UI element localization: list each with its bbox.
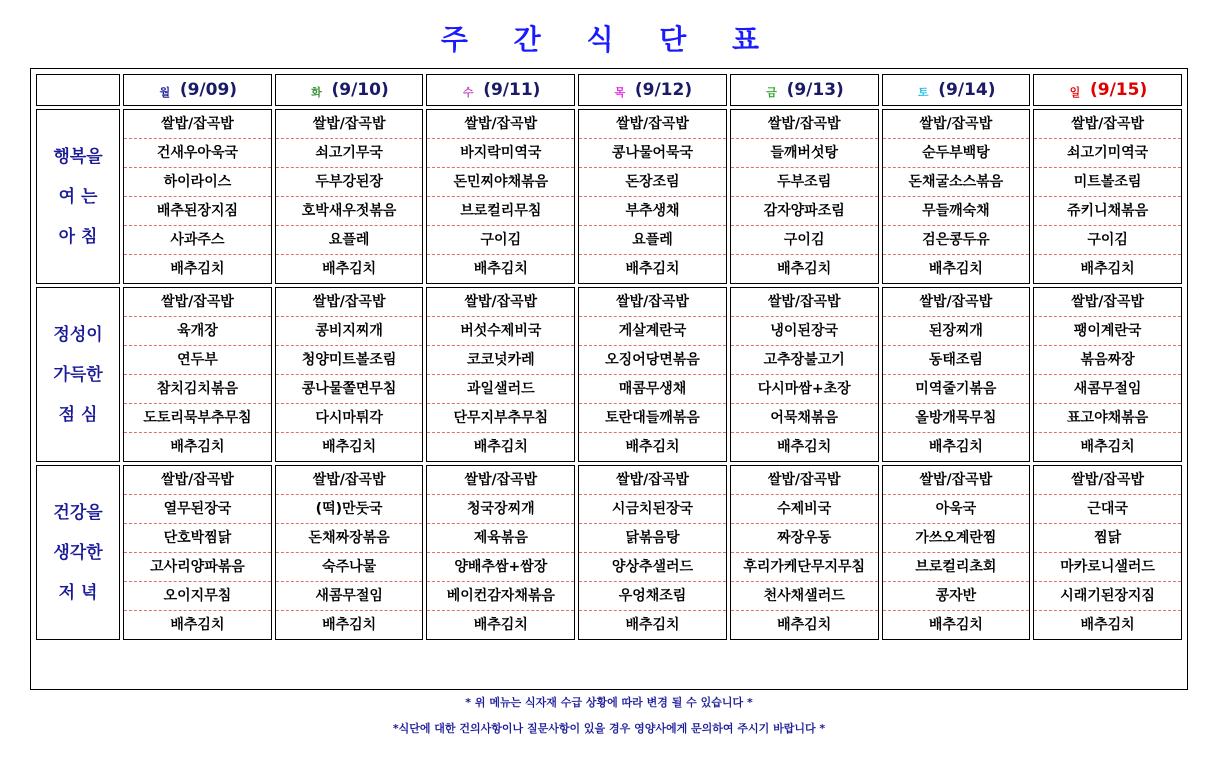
menu-item: 구이김 bbox=[1034, 226, 1181, 255]
meal-label-line: 행복을 bbox=[53, 146, 103, 167]
menu-item: 감자양파조림 bbox=[731, 197, 878, 226]
menu-item: 닭볶음탕 bbox=[579, 524, 726, 553]
menu-list bbox=[124, 466, 271, 639]
menu-item: 양상추샐러드 bbox=[579, 553, 726, 582]
tue-icon: 화 bbox=[311, 86, 322, 99]
menu-item: 쌀밥/잡곡밥 bbox=[579, 110, 726, 139]
menu-list bbox=[427, 110, 574, 283]
menu-item: 올방개묵무침 bbox=[883, 404, 1030, 433]
menu-cell bbox=[426, 287, 575, 462]
wed-icon: 수 bbox=[462, 86, 474, 99]
menu-cell bbox=[730, 287, 879, 462]
menu-list bbox=[124, 288, 271, 461]
menu-item: 후리가케단무지무침 bbox=[731, 553, 878, 582]
day-header-mon bbox=[123, 74, 272, 106]
meal-label-line: 건강을 bbox=[53, 502, 103, 523]
menu-list bbox=[427, 466, 574, 639]
menu-item: 구이김 bbox=[731, 226, 878, 255]
menu-item: 과일샐러드 bbox=[427, 375, 574, 404]
menu-item: 배추김치 bbox=[473, 617, 528, 633]
menu-item: 배추김치 bbox=[625, 261, 680, 277]
meal-label bbox=[36, 287, 120, 462]
fri-icon: 금 bbox=[766, 86, 777, 99]
menu-item: 오징어당면볶음 bbox=[579, 346, 726, 375]
menu-item: (떡)만둣국 bbox=[276, 495, 423, 524]
menu-cell bbox=[882, 287, 1031, 462]
menu-item: 쌀밥/잡곡밥 bbox=[579, 466, 726, 495]
sat-icon: 토 bbox=[917, 86, 929, 99]
menu-list bbox=[883, 288, 1030, 461]
menu-item: 미역줄기볶음 bbox=[883, 375, 1030, 404]
menu-list bbox=[276, 288, 423, 461]
day-label: (9/10) bbox=[331, 80, 389, 100]
menu-item: 브로컬리초회 bbox=[883, 553, 1030, 582]
menu-item: 쇠고기무국 bbox=[276, 139, 423, 168]
menu-item: 돈채굴소스볶음 bbox=[883, 168, 1030, 197]
menu-item: 호박새우젓볶음 bbox=[276, 197, 423, 226]
menu-item: 쌀밥/잡곡밥 bbox=[1034, 466, 1181, 495]
menu-item: 배추김치 bbox=[625, 617, 680, 633]
menu-item: 어묵채볶음 bbox=[731, 404, 878, 433]
menu-cell bbox=[578, 287, 727, 462]
thu-icon: 목 bbox=[614, 86, 626, 99]
meal-label bbox=[36, 109, 120, 284]
menu-item: 연두부 bbox=[124, 346, 271, 375]
menu-list bbox=[731, 288, 878, 461]
meal-label-line: 저 녁 bbox=[58, 582, 98, 603]
menu-item: 두부강된장 bbox=[276, 168, 423, 197]
menu-item: 미트볼조림 bbox=[1034, 168, 1181, 197]
menu-item: 시금치된장국 bbox=[579, 495, 726, 524]
menu-cell bbox=[578, 465, 727, 640]
day-label: (9/15) bbox=[1089, 80, 1148, 100]
menu-item: 숙주나물 bbox=[276, 553, 423, 582]
menu-item: 단호박찜닭 bbox=[124, 524, 271, 553]
menu-item: 고사리양파볶음 bbox=[124, 553, 271, 582]
menu-item: 쌀밥/잡곡밥 bbox=[731, 466, 878, 495]
meal-label-line: 가득한 bbox=[53, 364, 103, 385]
menu-item: 마카로니샐러드 bbox=[1034, 553, 1181, 582]
menu-item: 쌀밥/잡곡밥 bbox=[1034, 288, 1181, 317]
menu-item: 다시마튀각 bbox=[276, 404, 423, 433]
menu-item: 매콤무생채 bbox=[579, 375, 726, 404]
menu-list bbox=[276, 466, 423, 639]
meal-label bbox=[36, 465, 120, 640]
menu-item: 쌀밥/잡곡밥 bbox=[276, 288, 423, 317]
menu-item: 배추김치 bbox=[473, 439, 528, 455]
menu-item: 요플레 bbox=[276, 226, 423, 255]
meal-label-line: 점 심 bbox=[58, 404, 98, 425]
menu-item: 쌀밥/잡곡밥 bbox=[276, 110, 423, 139]
menu-item: 새콤무절임 bbox=[1034, 375, 1181, 404]
menu-item: 청국장찌개 bbox=[427, 495, 574, 524]
menu-item: 들깨버섯탕 bbox=[731, 139, 878, 168]
menu-item: 배추김치 bbox=[928, 439, 983, 455]
menu-cell bbox=[426, 109, 575, 284]
menu-item: 냉이된장국 bbox=[731, 317, 878, 346]
menu-list bbox=[883, 110, 1030, 283]
menu-item: 단무지부추무침 bbox=[427, 404, 574, 433]
menu-item: 사과주스 bbox=[124, 226, 271, 255]
day-header-sun bbox=[1033, 74, 1182, 106]
menu-item: 된장찌개 bbox=[883, 317, 1030, 346]
menu-item: 건새우아욱국 bbox=[124, 139, 271, 168]
menu-list bbox=[731, 466, 878, 639]
menu-item: 배추김치 bbox=[1080, 617, 1135, 633]
menu-item: 볶음짜장 bbox=[1034, 346, 1181, 375]
day-label: (9/13) bbox=[786, 80, 844, 100]
menu-item: 천사채샐러드 bbox=[731, 582, 878, 611]
menu-item: 배추김치 bbox=[322, 617, 377, 633]
day-header-wed bbox=[426, 74, 575, 106]
weekly-menu-table bbox=[33, 71, 1185, 643]
menu-item: 콩나물어묵국 bbox=[579, 139, 726, 168]
menu-cell bbox=[882, 109, 1031, 284]
menu-item: 브로컬리무침 bbox=[427, 197, 574, 226]
menu-list bbox=[1034, 288, 1181, 461]
menu-list bbox=[427, 288, 574, 461]
menu-item: 배추된장지짐 bbox=[124, 197, 271, 226]
menu-item: 구이김 bbox=[427, 226, 574, 255]
menu-item: 팽이계란국 bbox=[1034, 317, 1181, 346]
menu-item: 수제비국 bbox=[731, 495, 878, 524]
dinner-row bbox=[36, 465, 1182, 640]
menu-item: 배추김치 bbox=[322, 439, 377, 455]
menu-cell bbox=[275, 109, 424, 284]
menu-item: 돈장조림 bbox=[579, 168, 726, 197]
day-header-thu bbox=[578, 74, 727, 106]
menu-item: 하이라이스 bbox=[124, 168, 271, 197]
menu-cell bbox=[426, 465, 575, 640]
menu-item: 배추김치 bbox=[170, 439, 225, 455]
menu-item: 쌀밥/잡곡밥 bbox=[579, 288, 726, 317]
menu-item: 쌀밥/잡곡밥 bbox=[883, 288, 1030, 317]
menu-item: 쌀밥/잡곡밥 bbox=[731, 110, 878, 139]
corner-cell bbox=[36, 74, 120, 106]
menu-item: 쌀밥/잡곡밥 bbox=[427, 288, 574, 317]
menu-item: 배추김치 bbox=[777, 617, 832, 633]
day-label: (9/12) bbox=[634, 80, 693, 100]
menu-item: 다시마쌈+초장 bbox=[731, 375, 878, 404]
menu-cell bbox=[123, 109, 272, 284]
menu-item: 오이지무침 bbox=[124, 582, 271, 611]
menu-cell bbox=[275, 465, 424, 640]
menu-item: 무들깨숙채 bbox=[883, 197, 1030, 226]
menu-cell bbox=[275, 287, 424, 462]
menu-item: 동태조림 bbox=[883, 346, 1030, 375]
menu-item: 콩비지찌개 bbox=[276, 317, 423, 346]
menu-item: 찜닭 bbox=[1034, 524, 1181, 553]
menu-item: 새콤무절임 bbox=[276, 582, 423, 611]
menu-item: 쌀밥/잡곡밥 bbox=[731, 288, 878, 317]
menu-item: 콩나물쫄면무침 bbox=[276, 375, 423, 404]
menu-item: 쌀밥/잡곡밥 bbox=[883, 110, 1030, 139]
menu-item: 쌀밥/잡곡밥 bbox=[427, 466, 574, 495]
sun-icon: 일 bbox=[1069, 86, 1081, 99]
menu-item: 청양미트볼조림 bbox=[276, 346, 423, 375]
menu-item: 쌀밥/잡곡밥 bbox=[276, 466, 423, 495]
menu-item: 돈민찌야채볶음 bbox=[427, 168, 574, 197]
mon-icon: 월 bbox=[159, 86, 171, 99]
menu-item: 쌀밥/잡곡밥 bbox=[427, 110, 574, 139]
menu-item: 배추김치 bbox=[777, 261, 832, 277]
menu-item: 쌀밥/잡곡밥 bbox=[124, 110, 271, 139]
menu-item: 쌀밥/잡곡밥 bbox=[1034, 110, 1181, 139]
menu-item: 토란대들깨볶음 bbox=[579, 404, 726, 433]
menu-item: 부추생채 bbox=[579, 197, 726, 226]
menu-item: 표고야채볶음 bbox=[1034, 404, 1181, 433]
menu-cell bbox=[1033, 465, 1182, 640]
menu-item: 근대국 bbox=[1034, 495, 1181, 524]
menu-item: 배추김치 bbox=[1080, 261, 1135, 277]
menu-item: 쥬키니채볶음 bbox=[1034, 197, 1181, 226]
menu-list bbox=[1034, 110, 1181, 283]
menu-item: 육개장 bbox=[124, 317, 271, 346]
menu-item: 요플레 bbox=[579, 226, 726, 255]
menu-item: 배추김치 bbox=[777, 439, 832, 455]
menu-item: 짜장우동 bbox=[731, 524, 878, 553]
menu-item: 제육볶음 bbox=[427, 524, 574, 553]
day-label: (9/14) bbox=[938, 80, 996, 100]
menu-cell bbox=[730, 109, 879, 284]
menu-list bbox=[883, 466, 1030, 639]
menu-item: 순두부백탕 bbox=[883, 139, 1030, 168]
menu-list bbox=[579, 110, 726, 283]
menu-item: 배추김치 bbox=[928, 261, 983, 277]
menu-item: 배추김치 bbox=[928, 617, 983, 633]
menu-list bbox=[731, 110, 878, 283]
menu-item: 쌀밥/잡곡밥 bbox=[124, 288, 271, 317]
menu-item: 버섯수제비국 bbox=[427, 317, 574, 346]
meal-label-line: 생각한 bbox=[53, 542, 103, 563]
menu-item: 우엉채조림 bbox=[579, 582, 726, 611]
menu-cell bbox=[730, 465, 879, 640]
notice-inquiry: *식단에 대한 건의사항이나 질문사항이 있을 경우 영양사에게 문의하여 주시기 바랍니다 * bbox=[392, 722, 826, 735]
menu-item: 베이컨감자채볶음 bbox=[427, 582, 574, 611]
menu-item: 배추김치 bbox=[625, 439, 680, 455]
menu-cell bbox=[123, 287, 272, 462]
menu-item: 열무된장국 bbox=[124, 495, 271, 524]
day-header-fri bbox=[730, 74, 879, 106]
menu-item: 배추김치 bbox=[473, 261, 528, 277]
menu-item: 검은콩두유 bbox=[883, 226, 1030, 255]
menu-list bbox=[1034, 466, 1181, 639]
menu-cell bbox=[1033, 109, 1182, 284]
menu-item: 쇠고기미역국 bbox=[1034, 139, 1181, 168]
meal-label-line: 정성이 bbox=[53, 324, 103, 345]
menu-item: 배추김치 bbox=[1080, 439, 1135, 455]
menu-item: 가쓰오계란찜 bbox=[883, 524, 1030, 553]
notice-change: * 위 메뉴는 식자재 수급 상황에 따라 변경 될 수 있습니다 * bbox=[465, 696, 753, 709]
menu-item: 양배추쌈+쌈장 bbox=[427, 553, 574, 582]
menu-item: 게살계란국 bbox=[579, 317, 726, 346]
menu-item: 도토리묵부추무침 bbox=[124, 404, 271, 433]
menu-item: 배추김치 bbox=[170, 261, 225, 277]
lunch-row bbox=[36, 287, 1182, 462]
menu-list bbox=[579, 466, 726, 639]
menu-list bbox=[124, 110, 271, 283]
menu-item: 돈채짜장볶음 bbox=[276, 524, 423, 553]
meal-label-line: 여 는 bbox=[58, 186, 98, 207]
breakfast-row bbox=[36, 109, 1182, 284]
day-header-sat bbox=[882, 74, 1031, 106]
menu-item: 배추김치 bbox=[170, 617, 225, 633]
header-row bbox=[36, 74, 1182, 106]
page-title: 주 간 식 단 표 bbox=[440, 23, 778, 56]
day-label: (9/11) bbox=[483, 80, 541, 100]
day-label: (9/09) bbox=[179, 80, 238, 100]
menu-item: 참치김치볶음 bbox=[124, 375, 271, 404]
menu-item: 시래기된장지짐 bbox=[1034, 582, 1181, 611]
menu-cell bbox=[882, 465, 1031, 640]
menu-item: 고추장불고기 bbox=[731, 346, 878, 375]
menu-item: 쌀밥/잡곡밥 bbox=[883, 466, 1030, 495]
menu-cell bbox=[1033, 287, 1182, 462]
menu-item: 두부조림 bbox=[731, 168, 878, 197]
day-header-tue bbox=[275, 74, 424, 106]
meal-label-line: 아 침 bbox=[58, 226, 98, 247]
menu-item: 바지락미역국 bbox=[427, 139, 574, 168]
menu-list bbox=[579, 288, 726, 461]
menu-item: 아욱국 bbox=[883, 495, 1030, 524]
menu-cell bbox=[578, 109, 727, 284]
menu-item: 콩자반 bbox=[883, 582, 1030, 611]
menu-item: 배추김치 bbox=[322, 261, 377, 277]
menu-item: 코코넛카레 bbox=[427, 346, 574, 375]
menu-list bbox=[276, 110, 423, 283]
menu-cell bbox=[123, 465, 272, 640]
menu-item: 쌀밥/잡곡밥 bbox=[124, 466, 271, 495]
